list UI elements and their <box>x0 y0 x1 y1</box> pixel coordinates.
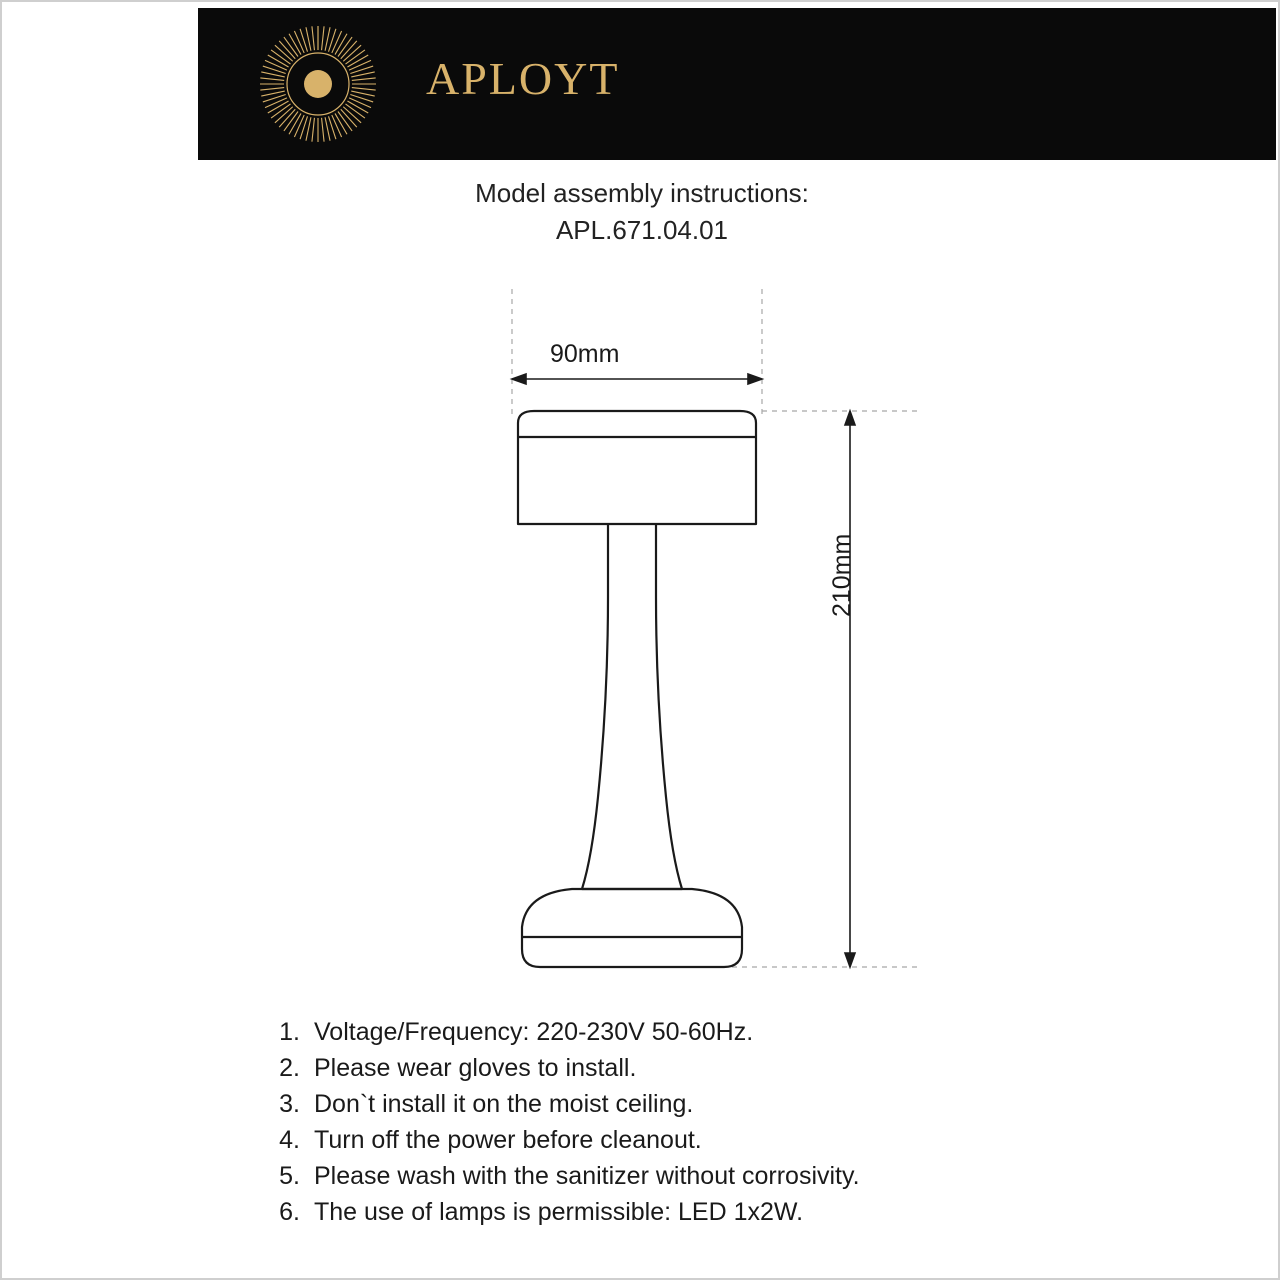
note-text: Please wear gloves to install. <box>314 1054 637 1082</box>
brand-header-band <box>198 8 1276 160</box>
note-text: Voltage/Frequency: 220-230V 50-60Hz. <box>314 1018 754 1046</box>
note-number: 2. <box>279 1054 300 1082</box>
ray-burst-decoration-icon <box>896 8 1276 160</box>
list-item <box>254 1158 1154 1194</box>
table-lamp-outline-icon <box>518 411 756 967</box>
note-text: The use of lamps is permissible: LED 1x2W. <box>314 1198 804 1226</box>
instruction-notes-list <box>254 1014 1154 1230</box>
note-number: 3. <box>279 1090 300 1118</box>
height-dimension-label: 210mm <box>828 533 856 617</box>
projection-lines <box>512 289 922 967</box>
sunburst-logo-icon <box>258 24 378 144</box>
note-number: 6. <box>279 1198 300 1226</box>
note-number: 5. <box>279 1162 300 1190</box>
horizontal-dimension-arrow-icon <box>512 374 762 384</box>
list-item <box>254 1194 1154 1230</box>
title-heading: Model assembly instructions: <box>475 178 809 208</box>
vertical-dimension-arrow-icon <box>845 411 855 967</box>
brand-name: APLOYT <box>426 53 620 104</box>
list-item <box>254 1050 1154 1086</box>
product-dimension-drawing <box>422 277 982 997</box>
width-dimension-label: 90mm <box>550 340 620 368</box>
list-item <box>254 1014 1154 1050</box>
list-item <box>254 1086 1154 1122</box>
note-text: Please wash with the sanitizer without corrosivity. <box>314 1162 860 1190</box>
note-text: Don`t install it on the moist ceiling. <box>314 1090 694 1118</box>
note-text: Turn off the power before cleanout. <box>314 1126 702 1154</box>
model-code: APL.671.04.01 <box>555 215 729 245</box>
note-number: 1. <box>279 1018 300 1046</box>
page-title <box>2 178 1280 246</box>
note-number: 4. <box>279 1126 300 1154</box>
list-item <box>254 1122 1154 1158</box>
